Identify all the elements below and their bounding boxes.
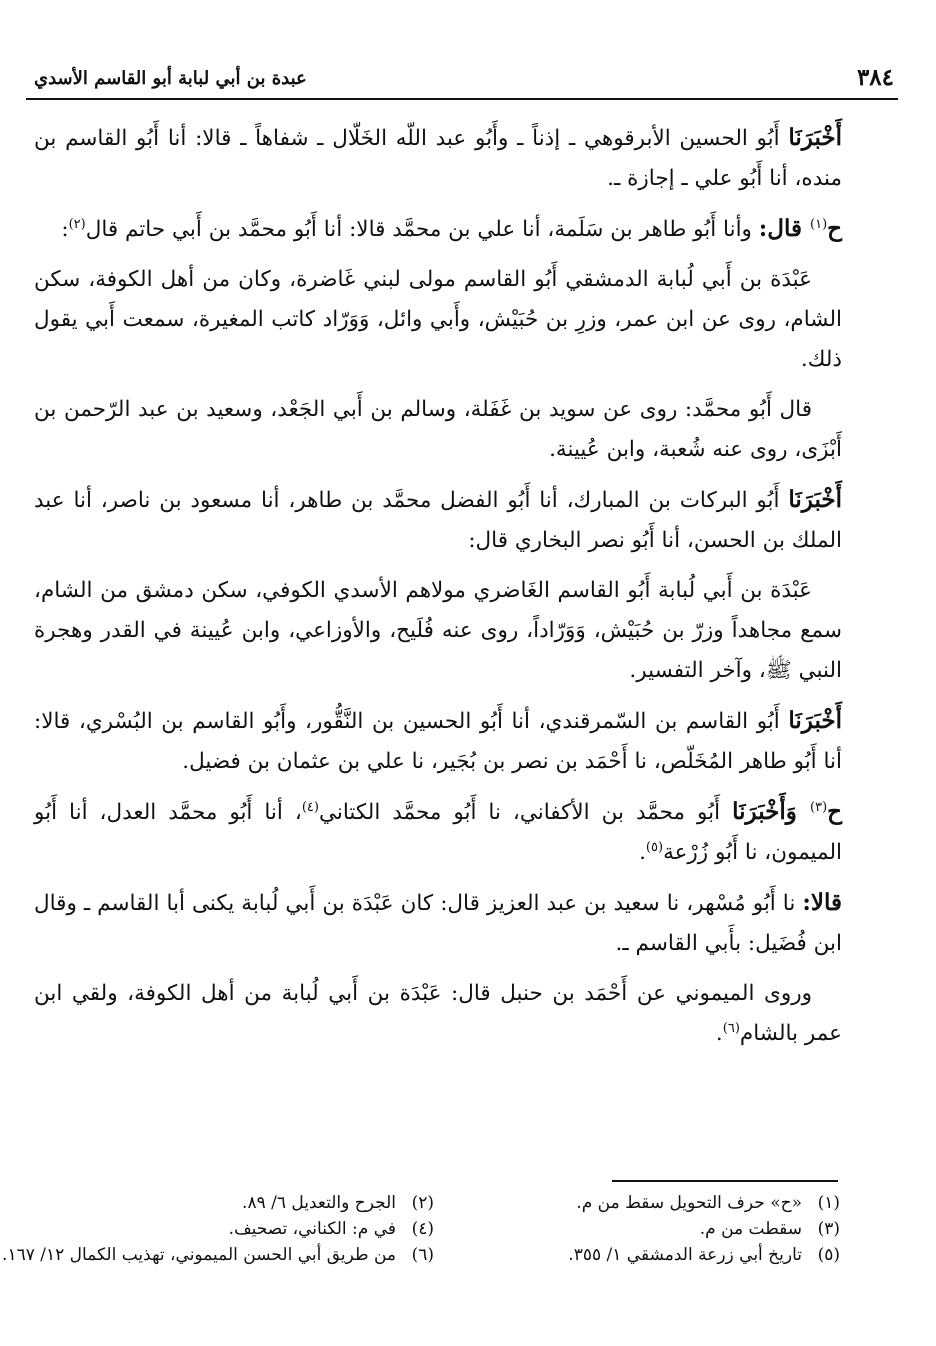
footnote-ref: (٤) [301, 799, 319, 815]
footnote-6: (٦) من طريق أبي الحسن الميموني، تهذيب الكمال ١٢/ ١٦٧. [2, 1245, 434, 1265]
footnote-row [28, 1216, 840, 1242]
paragraph-3: عَبْدَة بن أَبي لُبابة الدمشقي أَبُو القاسم مولى لبني غَاضرة، وكان من أهل الكوفة، سكن الشام، روى عن ابن عمر، وزرِ بن حُبَيْش، وأَبي وائل، وَوَرّاد كاتب المغيرة، سمعت أَبي يقول ذلك. [34, 267, 842, 372]
page-number: ٣٨٤ [856, 64, 894, 91]
paragraph-8: ح$^{(٣)}$ وَأَخْبَرَنَا أَبُو محمَّد بن الأكفاني، نا أَبُو محمَّد الكتاني$^{(٤)}$، أنا أَبُو محمَّد العدل، أنا أَبُو الميمون، نا أَبُو زُرْعة$^{(٥)}$. [34, 798, 842, 865]
paragraph-1: أَخْبَرَنَا أَبُو الحسين الأبرقوهي ـ إذناً ـ وأَبُو عبد اللّه الخَلّال ـ شفاهاً ـ قالا: أنا أَبُو القاسم بن منده، أنا أَبُو علي ـ إجازة ـ. [34, 124, 842, 191]
paragraph-5: أَخْبَرَنَا أَبُو البركات بن المبارك، أنا أَبُو الفضل محمَّد بن طاهر، أنا مسعود بن ناصر، أنا عبد الملك بن الحسن، أنا أَبُو نصر البخاري قال: [34, 486, 842, 553]
paragraph-10: وروى الميموني عن أَحْمَد بن حنبل قال: عَبْدَة بن أَبي لُبابة من أهل الكوفة، ولقي ابن عمر بالشام$^{(٦)}$. [34, 981, 842, 1046]
page-header [26, 62, 898, 100]
footnote-ref: (٦) [722, 1020, 740, 1036]
footnote-4: (٤) في م: الكناني، تصحيف. [228, 1219, 434, 1239]
footnotes [2, 1190, 840, 1268]
running-title: عبدة بن أبي لبابة أبو القاسم الأسدي [34, 68, 307, 89]
footnote-ref: (٢) [68, 216, 86, 232]
footnote-ref: (٥) [645, 839, 664, 855]
footnote-2: (٢) الجرح والتعديل ٦/ ٨٩. [242, 1193, 434, 1213]
paragraph-9: قالا: نا أَبُو مُسْهر، نا سعيد بن عبد العزيز قال: كان عَبْدَة بن أَبي لُبابة يكنى أبا القاسم ـ وقال ابن فُضَيل: بأَبي القاسم ـ. [34, 889, 842, 956]
footnote-1: (١) «ح» حرف التحويل سقط من م. [576, 1193, 840, 1213]
footnote-5: (٥) تاريخ أبي زرعة الدمشقي ١/ ٣٥٥. [568, 1245, 840, 1265]
footnote-ref: (٣) [810, 799, 828, 815]
footnote-ref: (١) [810, 216, 828, 232]
footnote-divider [612, 1180, 838, 1182]
main-text [34, 118, 842, 1064]
footnote-row [2, 1242, 840, 1268]
paragraph-7: أَخْبَرَنَا أَبُو القاسم بن السّمرقندي، أنا أَبُو الحسين بن النَّقُّور، وأَبُو القاسم بن البُسْري، قالا: أنا أَبُو طاهر المُخَلّص، نا أَحْمَد بن نصر بن بُجَير، نا علي بن عثمان بن فضيل. [34, 707, 842, 774]
footnote-3: (٣) سقطت من م. [699, 1219, 840, 1239]
footnote-row [28, 1190, 840, 1216]
paragraph-4: قال أَبُو محمَّد: روى عن سويد بن غَفَلة، وسالم بن أَبي الجَعْد، وسعيد بن عبد الرّحمن بن أَبْزَى، روى عنه شُعبة، وابن عُيينة. [34, 397, 842, 462]
paragraph-2: ح$^{(١)}$ قال: وأنا أَبُو طاهر بن سَلَمة، أنا علي بن محمَّد قالا: أنا أَبُو محمَّد بن أَبي حاتم قال$^{(٢)}$: [61, 215, 842, 242]
paragraph-6: عَبْدَة بن أَبي لُبابة أَبُو القاسم الغَاضري مولاهم الأسدي الكوفي، سكن دمشق من الشام، سمع مجاهداً وزرّ بن حُبَيْش، وَوَرّاداً، روى عنه فُلَيح، والأوزاعي، وابن عُيينة في القدر وهجرة النبي ﷺ، وآخر التفسير. [34, 578, 842, 683]
